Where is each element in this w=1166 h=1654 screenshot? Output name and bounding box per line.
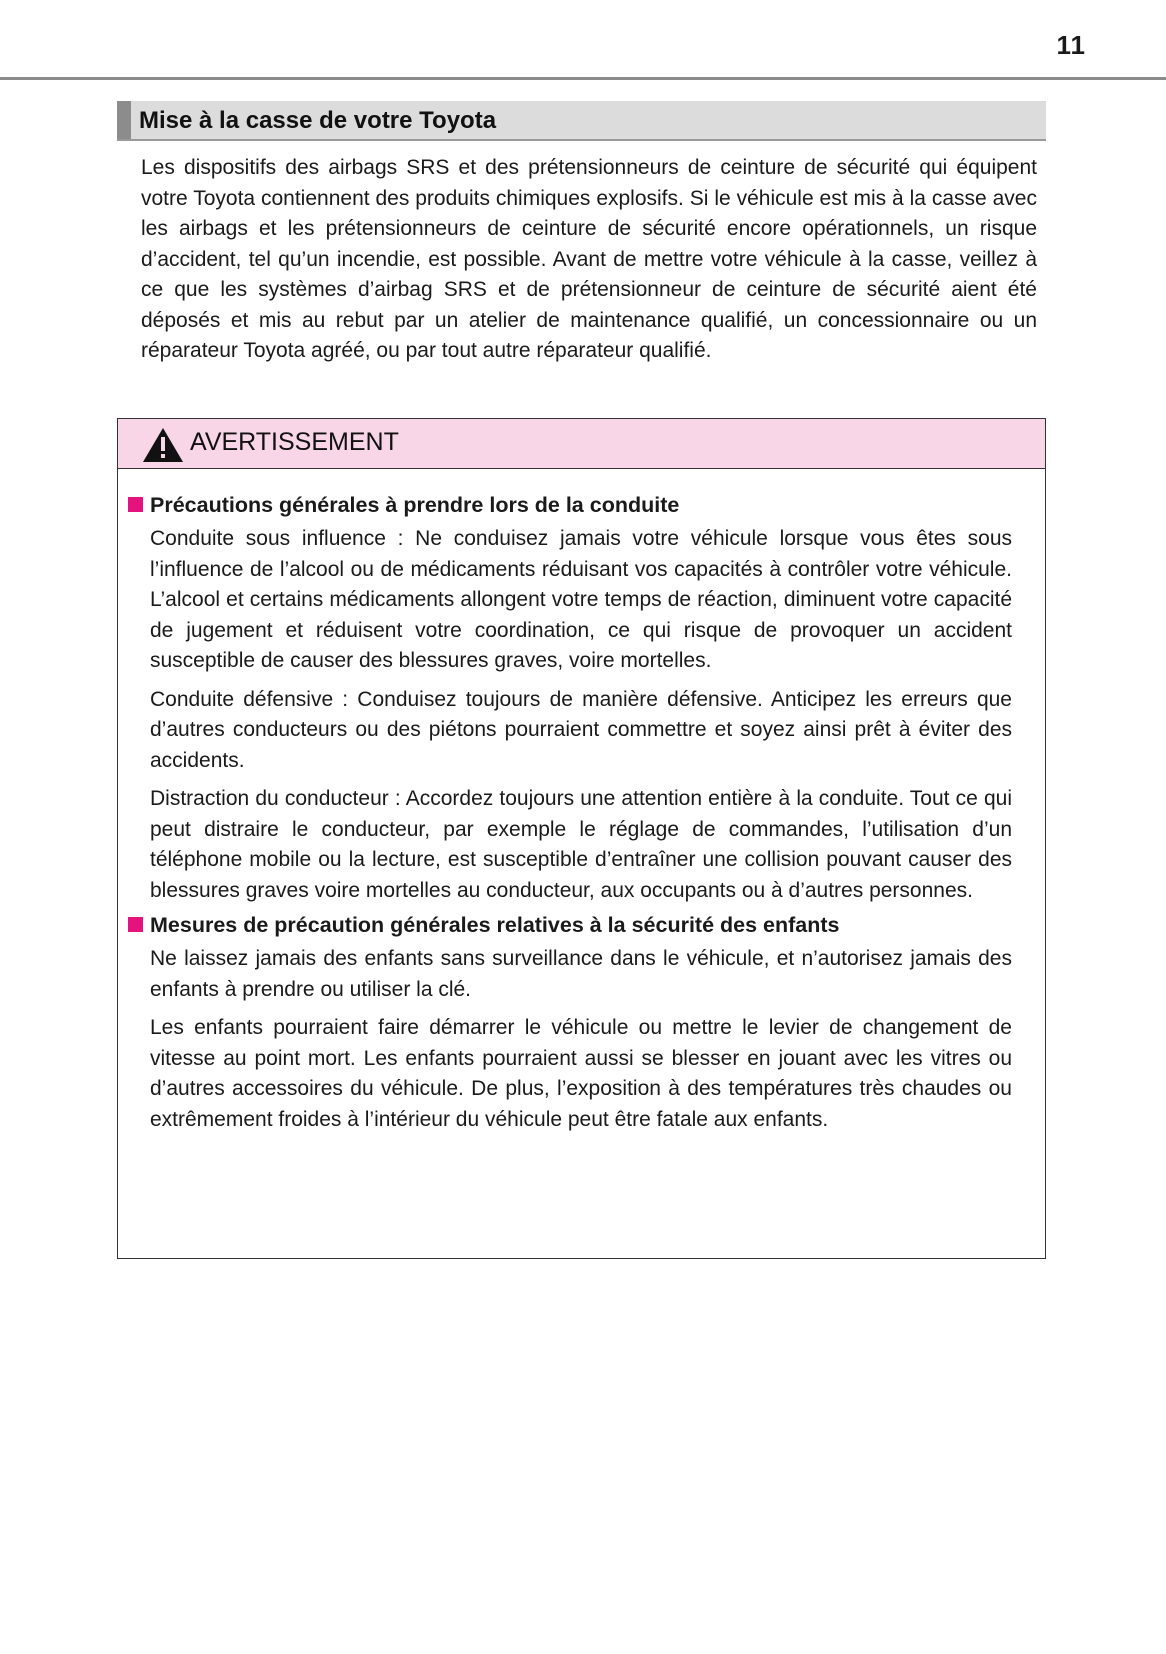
warning-paragraph: Ne laissez jamais des enfants sans surveillance dans le véhicule, et n’autorisez jamais des enfants à prendre ou utiliser la clé. — [150, 947, 1012, 1001]
warning-section-title — [118, 490, 1045, 520]
warning-paragraph: Conduite défensive : Conduisez toujours de manière défensive. Anticipez les erreurs que d’autres conducteurs ou des piétons pourraient commettre et soyez ainsi prêt à éviter des accidents. — [150, 687, 1012, 772]
warning-box — [117, 418, 1046, 1259]
warning-content — [118, 490, 1045, 1135]
warning-paragraph: Conduite sous influence : Ne conduisez jamais votre véhicule lorsque vous êtes sous l’influence de l’alcool ou de médicaments réduisant vos capacités à contrôler votre véhicule. L’alcool et certains médicaments allongent votre temps de réaction, diminuent votre capacité de jugement et réduisent votre coordination, ce qui risque de provoquer un accident susceptible de causer des blessures graves, voire mortelles. — [150, 527, 1012, 672]
intro-paragraph: Les dispositifs des airbags SRS et des prétensionneurs de ceinture de sécurité qui équipent votre Toyota contiennent des produits chimiques explosifs. Si le véhicule est mis à la casse avec les airbags et les prétensionneurs de ceinture de sécurité encore opérationnels, un risque d’accident, tel qu’un incendie, est possible. Avant de mettre votre véhicule à la casse, veillez à ce que les systèmes d’airbag SRS et de prétensionneur de ceinture de sécurité aient été déposés et mis au rebut par un atelier de maintenance qualifié, un concessionnaire ou un réparateur Toyota agréé, ou par tout autre réparateur qualifié. — [141, 156, 1037, 362]
header-divider — [0, 77, 1166, 80]
warning-label: AVERTISSEMENT — [190, 428, 399, 456]
section-header-accent — [117, 101, 131, 139]
warning-section-title — [118, 910, 1045, 940]
bullet-square-icon — [128, 497, 143, 512]
page-number: 11 — [1056, 30, 1086, 60]
warning-header — [118, 419, 1045, 469]
warning-triangle-icon — [142, 427, 184, 463]
section-header — [117, 101, 1046, 141]
bullet-square-icon — [128, 917, 143, 932]
warning-paragraph: Les enfants pourraient faire démarrer le véhicule ou mettre le levier de changement de vitesse au point mort. Les enfants pourraient aussi se blesser en jouant avec les vitres ou d’autres accessoires du véhicule. De plus, l’exposition à des températures très chaudes ou extrêmement froides à l’intérieur du véhicule peut être fatale aux enfants. — [150, 1016, 1012, 1131]
warning-section-title-text: Mesures de précaution générales relatives à la sécurité des enfants — [150, 913, 840, 937]
warning-paragraph: Distraction du conducteur : Accordez toujours une attention entière à la conduite. Tout ce qui peut distraire le conducteur, par exemple le réglage de commandes, l’utilisation d’un téléphone mobile ou la lecture, est susceptible d’entraîner une collision pouvant causer des blessures graves voire mortelles au conducteur, aux occupants ou à d’autres personnes. — [150, 787, 1012, 902]
warning-section-title-text: Précautions générales à prendre lors de la conduite — [150, 493, 680, 517]
section-title: Mise à la casse de votre Toyota — [139, 107, 497, 134]
